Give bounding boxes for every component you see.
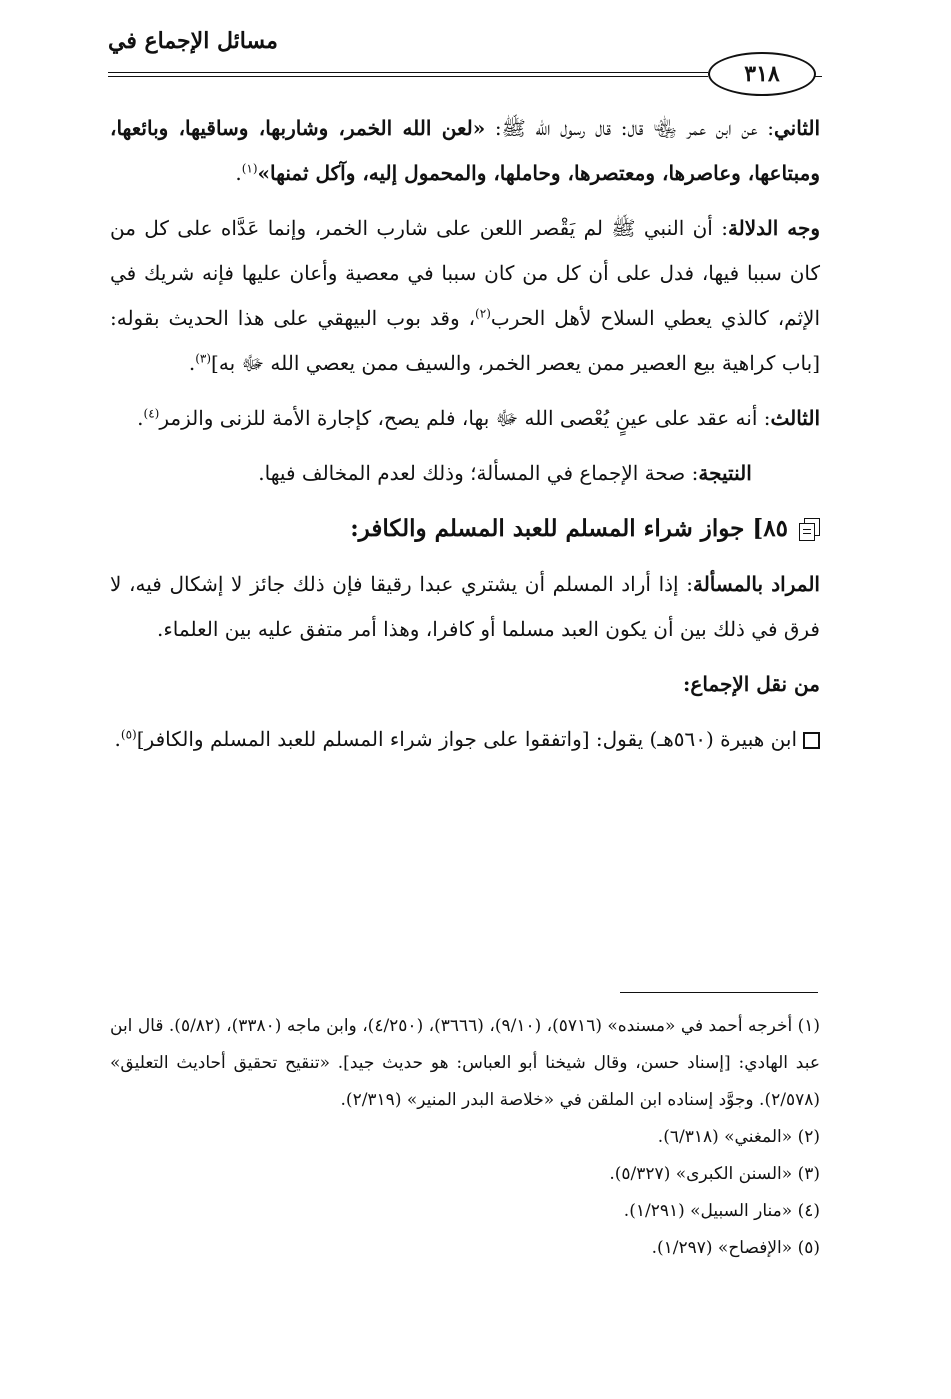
header-rule-thin bbox=[108, 76, 708, 77]
paragraph-third-evidence bbox=[110, 396, 820, 441]
footnote-ref-2[interactable]: (٢) bbox=[475, 306, 491, 321]
footnote-2: (٢) «المغني» (٦/٣١٨). bbox=[657, 1127, 820, 1147]
footnotes bbox=[110, 1008, 820, 1267]
footnote-3: (٣) «السنن الكبرى» (٥/٣٢٧). bbox=[609, 1164, 820, 1184]
text: ابن هبيرة (٥٦٠هـ) يقول: [واتفقوا على جواز شراء المسلم للعبد المسلم والكافر] bbox=[136, 727, 797, 751]
page-number: ٣١٨ bbox=[708, 52, 816, 96]
text: : عن ابن عمر ﵄ قال: قال رسول الله ﷺ: bbox=[485, 116, 774, 140]
header-rule bbox=[108, 72, 708, 73]
document-icon bbox=[798, 518, 820, 540]
footnote-1: (١) أخرجه أحمد في «مسنده» (٥٧١٦)، (٩/١٠)، (٣٦٦٦)، (٤/٢٥٠)، وابن ماجه (٣٣٨٠)، (٥/٨٢). قال ابن عبد الهادي: [إسناد حسن، وقال شيخنا أبو العباس: هو حديث جيد]. «تنقيح تحقيق أحاديث التعليق» (٢/٥٧٨). وجوَّد إسناده ابن الملقن في «خلاصة البدر المنير» (٢/٣١٩). bbox=[110, 1016, 821, 1110]
footnote-5: (٥) «الإفصاح» (١/٢٩٧). bbox=[651, 1238, 820, 1258]
label-consensus-transmitters: من نقل الإجماع: bbox=[683, 672, 820, 696]
text: . bbox=[235, 161, 242, 185]
paragraph-second-evidence bbox=[110, 106, 820, 196]
label-second: الثاني bbox=[773, 116, 820, 140]
label-third: الثالث bbox=[770, 406, 820, 430]
label-evidence-point: وجه الدلالة bbox=[727, 216, 821, 240]
hadith-quote: «لعن الله الخمر، وشاربها، وساقيها، وبائعها، ومبتاعها، وعاصرها، ومعتصرها، وحاملها، والمحمول إليه، وآكل ثمنها» bbox=[110, 116, 820, 185]
page-header bbox=[108, 14, 822, 87]
label-result: النتيجة bbox=[698, 461, 752, 485]
footnote-4: (٤) «منار السبيل» (١/٢٩١). bbox=[623, 1201, 820, 1221]
text: . bbox=[137, 406, 144, 430]
text: . bbox=[114, 727, 121, 751]
footnote-ref-3[interactable]: (٣) bbox=[195, 351, 212, 366]
paragraph-consensus-heading bbox=[110, 662, 820, 707]
text: : صحة الإجماع في المسألة؛ وذلك لعدم المخالف فيها. bbox=[258, 461, 699, 485]
footnote-separator bbox=[620, 992, 818, 993]
text: : إذا أراد المسلم أن يشتري عبدا رقيقا فإن ذلك جائز لا إشكال فيه، لا فرق في ذلك بين أن يكون العبد مسلما أو كافرا، وهذا أمر متفق عليه بين العلماء. bbox=[110, 572, 820, 641]
main-text bbox=[110, 106, 820, 772]
footnote-ref-1[interactable]: (١) bbox=[241, 161, 258, 176]
text: ، وقد بوب البيهقي على هذا الحديث بقوله: [باب كراهية بيع العصير ممن يعصر الخمر، والسيف ممن يعصي الله ﷻ به] bbox=[110, 306, 820, 375]
paragraph-meaning bbox=[110, 562, 820, 652]
label-meaning: المراد بالمسألة bbox=[692, 572, 820, 596]
paragraph-result bbox=[110, 451, 820, 496]
section-title: ٨٥] جواز شراء المسلم للعبد المسلم والكافر: bbox=[350, 515, 788, 542]
footnote-ref-4[interactable]: (٤) bbox=[143, 406, 160, 421]
text: . bbox=[188, 351, 196, 375]
text: : أنه عقد على عينٍ يُعْصى الله ﷻ بها، فلم يصح، كإجارة الأمة للزنى والزمر bbox=[159, 406, 771, 430]
footnote-ref-5[interactable]: (٥) bbox=[120, 727, 137, 742]
square-bullet-icon bbox=[803, 732, 820, 749]
running-title: مسائل الإجماع في bbox=[108, 28, 278, 54]
section-heading bbox=[110, 506, 820, 552]
paragraph-evidence-point bbox=[110, 206, 820, 386]
text: : أن النبي ﷺ لم يَقْصر اللعن على شارب الخمر، وإنما عَدَّاه على كل من كان سببا فيها، فدل على أن كل من كان سببا في معصية وأعان عليها فإنه شريك في الإثم، كالذي يعطي السلاح لأهل الحرب bbox=[110, 216, 821, 330]
paragraph-quote-ibn-hubayra bbox=[110, 717, 820, 762]
